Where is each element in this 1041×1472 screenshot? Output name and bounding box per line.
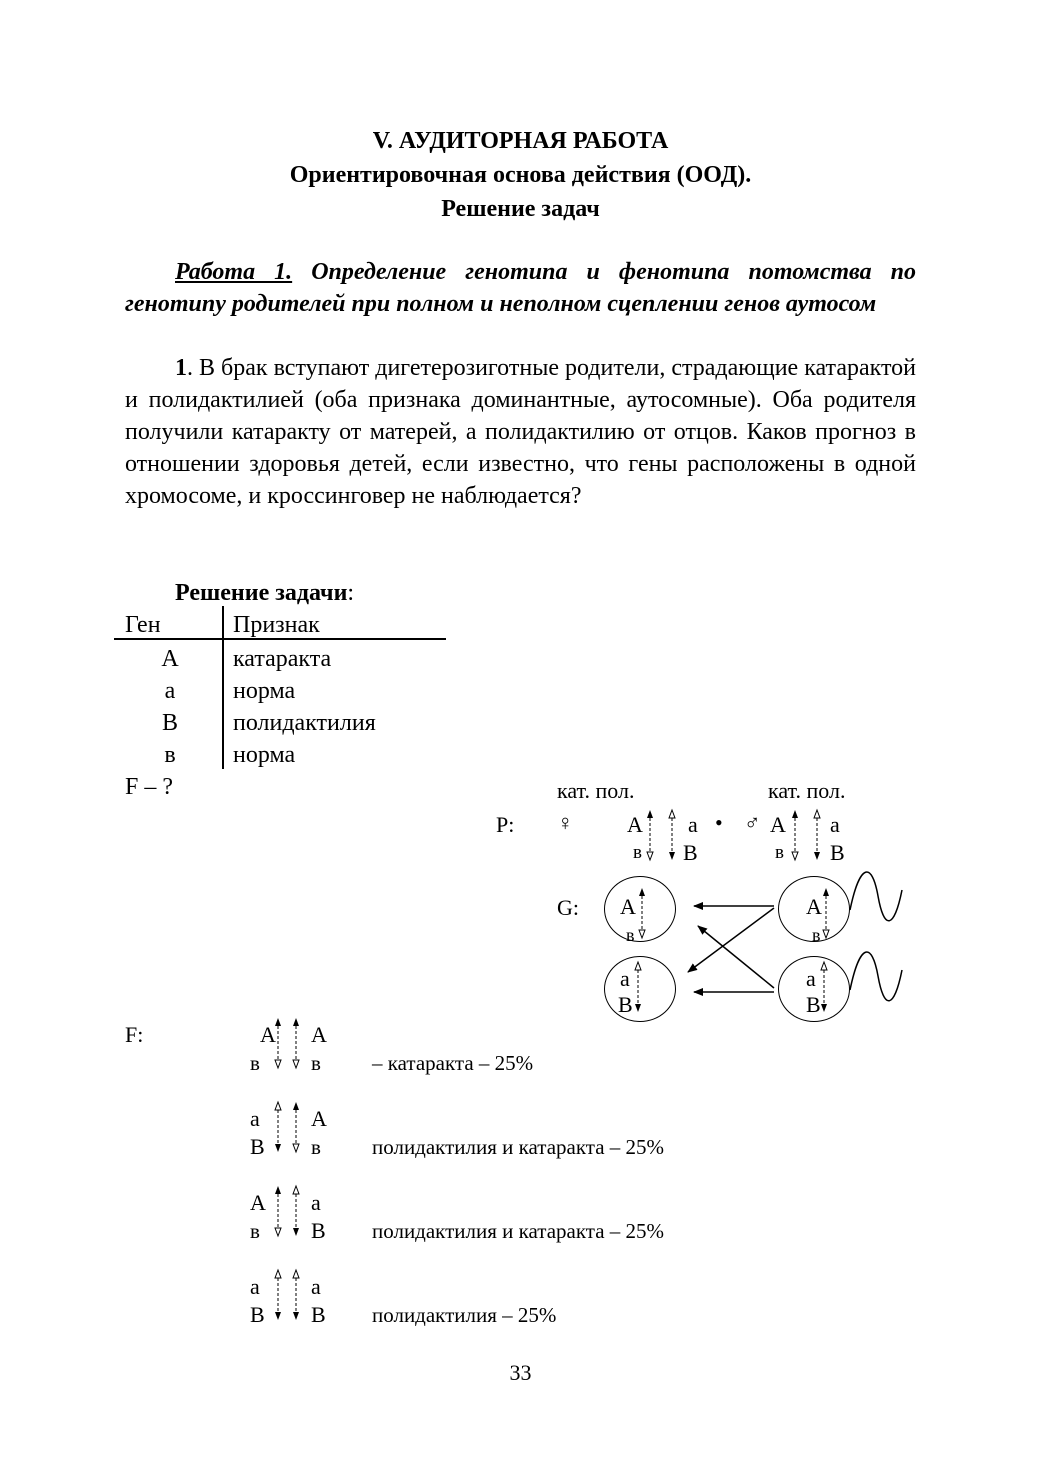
table-row-gene: в: [164, 742, 176, 768]
cross-dot: •: [715, 810, 723, 835]
table-row-gene: а: [164, 678, 176, 704]
allele: в: [311, 1135, 321, 1159]
solution-heading: Решение задачи:: [175, 580, 355, 606]
allele: А: [260, 1022, 276, 1047]
allele: а: [250, 1106, 260, 1131]
table-row-gene: А: [161, 646, 179, 672]
task-heading: [125, 256, 916, 320]
father-phenotype: кат. пол.: [768, 778, 846, 803]
section-title: V. АУДИТОРНАЯ РАБОТА: [372, 128, 669, 154]
father-chromosome-pair: [788, 808, 828, 864]
allele: А: [250, 1190, 266, 1215]
page-number: 33: [509, 1360, 532, 1385]
section-subtitle: Ориентировочная основа действия (ООД).: [289, 162, 752, 188]
allele: в: [250, 1219, 260, 1243]
question-F: F – ?: [125, 774, 173, 800]
mother-phenotype: кат. пол.: [557, 778, 635, 803]
allele: В: [311, 1218, 326, 1243]
allele: в: [633, 842, 642, 863]
allele: А: [311, 1022, 327, 1047]
section-heading: Решение задач: [441, 196, 600, 222]
p-label: P:: [496, 812, 515, 837]
table-header-gene: Ген: [125, 612, 161, 638]
allele: а: [620, 966, 630, 991]
allele: а: [311, 1274, 321, 1299]
f-label: F:: [125, 1022, 144, 1047]
task-title: Определение генотипа и фенотипа потомства по генотипу родителей при полном и неполном сцеплении генов аутосом: [125, 259, 917, 317]
male-sign: ♂: [744, 810, 761, 835]
table-row-gene: В: [161, 710, 178, 736]
allele: в: [775, 842, 784, 863]
gamete-chromosome: [632, 960, 644, 1016]
offspring-chromosome-pair: [272, 1016, 308, 1072]
allele: В: [806, 992, 821, 1017]
allele: А: [770, 812, 786, 837]
allele: В: [618, 992, 633, 1017]
gamete-chromosome: [818, 960, 830, 1016]
offspring-result: – катаракта – 25%: [372, 1051, 534, 1075]
gamete-chromosome: [636, 886, 648, 942]
allele: В: [683, 840, 698, 865]
table-row-trait: норма: [233, 742, 296, 768]
allele: А: [620, 894, 636, 919]
allele: в: [812, 925, 821, 945]
sperm-tails: [846, 866, 906, 1016]
offspring-result: полидактилия и катаракта – 25%: [372, 1219, 665, 1243]
allele: в: [250, 1051, 260, 1075]
table-vertical-rule: [222, 606, 224, 769]
offspring-result: полидактилия и катаракта – 25%: [372, 1135, 665, 1159]
g-label: G:: [557, 895, 579, 920]
allele: В: [250, 1302, 265, 1327]
allele: А: [627, 812, 643, 837]
allele: А: [806, 894, 822, 919]
task-number: 1: [175, 355, 187, 381]
table-row-trait: катаракта: [233, 646, 332, 672]
mother-chromosome-pair: [643, 808, 683, 864]
allele: а: [688, 812, 698, 837]
allele: а: [311, 1190, 321, 1215]
table-header-trait: Признак: [233, 612, 320, 638]
offspring-result: полидактилия – 25%: [372, 1303, 557, 1327]
task-text: [125, 352, 916, 512]
task-label: Работа 1.: [175, 259, 293, 285]
allele: а: [806, 966, 816, 991]
allele: А: [311, 1106, 327, 1131]
allele: в: [311, 1051, 321, 1075]
table-horizontal-rule: [114, 638, 446, 640]
gamete-arrows: [670, 880, 790, 1010]
allele: а: [250, 1274, 260, 1299]
offspring-chromosome-pair: [272, 1100, 308, 1156]
task-body: . В брак вступают дигетерозиготные родители, страдающие катарактой и полидактилией (оба признака доминантные, аутосомные). Оба родителя получили катаракту от матерей, а полидактилию от отцов. Каков прогноз в отношении здоровья детей, если известно, что гены расположены в одной хромосоме, и кроссинговер не наблюдается?: [125, 355, 916, 509]
offspring-chromosome-pair: [272, 1268, 308, 1324]
allele: В: [830, 840, 845, 865]
female-sign: ♀: [557, 810, 574, 835]
allele: в: [626, 925, 635, 945]
table-row-trait: полидактилия: [233, 710, 376, 736]
arrow: [688, 908, 774, 972]
allele: а: [830, 812, 840, 837]
allele: В: [250, 1134, 265, 1159]
gamete-chromosome: [820, 886, 832, 942]
allele: В: [311, 1302, 326, 1327]
offspring-chromosome-pair: [272, 1184, 308, 1240]
table-row-trait: норма: [233, 678, 296, 704]
